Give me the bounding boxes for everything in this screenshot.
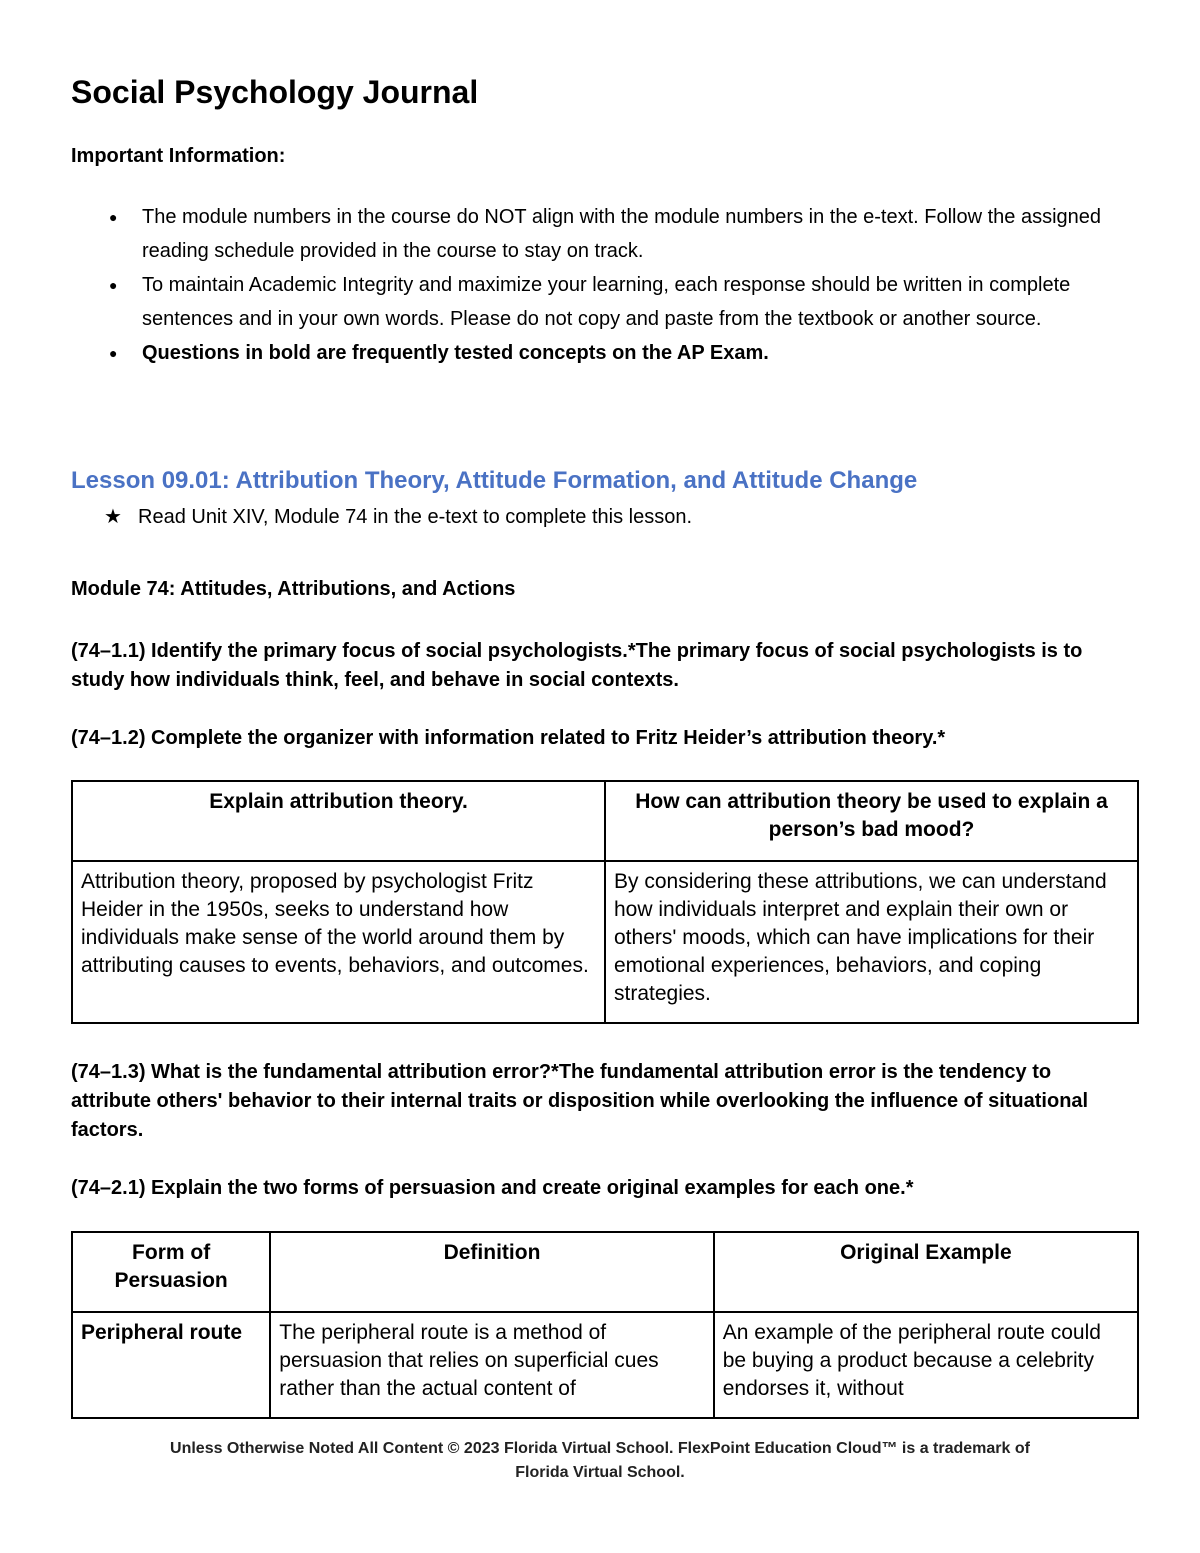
row-heading-cell: Peripheral route bbox=[72, 1312, 270, 1418]
important-info-list bbox=[71, 200, 1131, 370]
info-item bbox=[71, 200, 1131, 268]
question-74-1-3: (74–1.3) What is the fundamental attribution error?*The fundamental attribution error is the tendency to attribute others' behavior to their internal traits or disposition while overlooking the influence of situational factors. bbox=[71, 1061, 1089, 1141]
table-row bbox=[72, 1312, 1138, 1418]
answer-cell[interactable]: By considering these attributions, we can understand how individuals interpret and explain their own or others' moods, which can have implications for their emotional experiences, behaviors, and coping strategies. bbox=[605, 861, 1138, 1023]
table-header-cell: How can attribution theory be used to explain a person’s bad mood? bbox=[605, 781, 1138, 861]
lesson-title: Lesson 09.01: Attribution Theory, Attitude Formation, and Attitude Change bbox=[71, 467, 918, 494]
lesson-note-text: Read Unit XIV, Module 74 in the e-text to complete this lesson. bbox=[138, 506, 693, 528]
table-header-row bbox=[72, 781, 1138, 861]
answer-cell[interactable]: The peripheral route is a method of persuasion that relies on superficial cues rather than the actual content of bbox=[270, 1312, 713, 1418]
attribution-theory-organizer bbox=[71, 780, 1139, 1024]
lesson-reading-note bbox=[104, 502, 692, 532]
info-item bbox=[71, 268, 1131, 336]
persuasion-table bbox=[71, 1231, 1139, 1419]
important-info-heading: Important Information: bbox=[71, 145, 286, 167]
answer-cell[interactable]: Attribution theory, proposed by psychologist Fritz Heider in the 1950s, seeks to understand how individuals make sense of the world around them by attributing causes to events, behaviors, and outcomes. bbox=[72, 861, 605, 1023]
table-header-cell: Original Example bbox=[714, 1232, 1138, 1312]
table-header-cell: Form of Persuasion bbox=[72, 1232, 270, 1312]
info-item-text: To maintain Academic Integrity and maximize your learning, each response should be written in complete sentences and in your own words. Please do not copy and paste from the textbook or another source. bbox=[142, 274, 1071, 330]
bullet-icon: ● bbox=[109, 277, 118, 293]
footer-line: Florida Virtual School. bbox=[515, 1464, 685, 1481]
question-74-1-1: (74–1.1) Identify the primary focus of social psychologists.*The primary focus of social psychologists is to study how individuals think, feel, and behave in social contexts. bbox=[71, 640, 1083, 691]
table-header-cell: Explain attribution theory. bbox=[72, 781, 605, 861]
info-item-text: The module numbers in the course do NOT align with the module numbers in the e-text. Follow the assigned reading schedule provided in the course to stay on track. bbox=[142, 206, 1102, 262]
star-icon: ★ bbox=[104, 506, 122, 528]
module-title: Module 74: Attitudes, Attributions, and Actions bbox=[71, 578, 516, 600]
page-title: Social Psychology Journal bbox=[71, 74, 479, 110]
copyright-footer bbox=[100, 1437, 1100, 1485]
table-row bbox=[72, 861, 1138, 1023]
answer-cell[interactable]: An example of the peripheral route could be buying a product because a celebrity endorses it, without bbox=[714, 1312, 1138, 1418]
table-header-row bbox=[72, 1232, 1138, 1312]
info-item bbox=[71, 336, 1131, 370]
bullet-icon: ● bbox=[109, 209, 118, 225]
info-item-text: Questions in bold are frequently tested concepts on the AP Exam. bbox=[142, 342, 769, 364]
question-74-1-2: (74–1.2) Complete the organizer with information related to Fritz Heider’s attribution theory.* bbox=[71, 727, 946, 749]
footer-line: Unless Otherwise Noted All Content © 2023 Florida Virtual School. FlexPoint Education Cloud™ is a trademark of bbox=[170, 1440, 1030, 1457]
bullet-icon: ● bbox=[109, 345, 118, 361]
question-74-2-1: (74–2.1) Explain the two forms of persuasion and create original examples for each one.* bbox=[71, 1177, 914, 1199]
table-header-cell: Definition bbox=[270, 1232, 713, 1312]
